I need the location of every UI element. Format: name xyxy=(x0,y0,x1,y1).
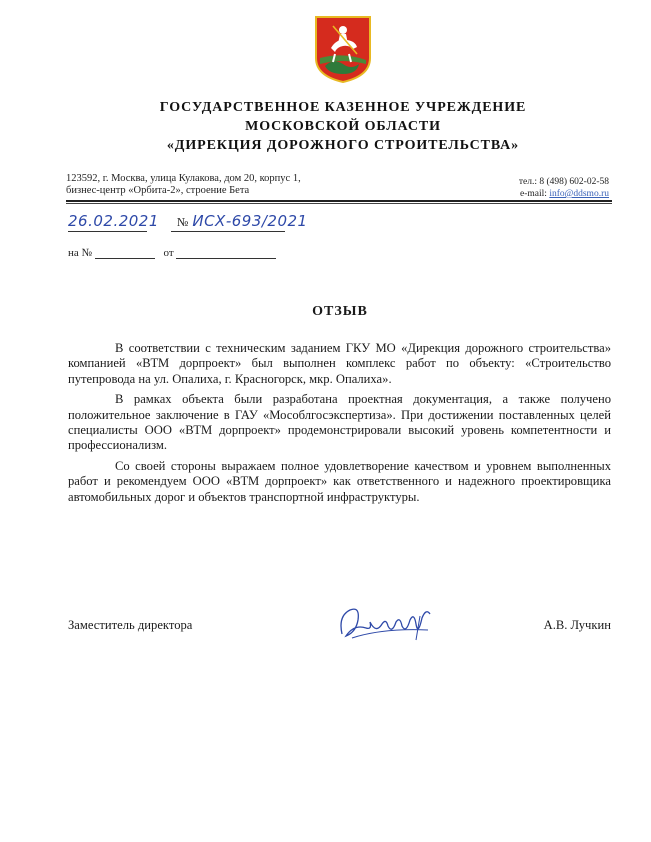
paragraph-1: В соответствии с техническим заданием ГКУ МО «Дирекция дорожного строительства» компанией «ВТМ дорпроект» был выполнен комплекс работ по объекту: «Строительство путепровода на ул. Опалиха, г. Красногорск, мкр. Опалиха». xyxy=(68,341,611,386)
incoming-date-blank xyxy=(176,248,276,259)
incoming-number-blank xyxy=(95,248,155,259)
number-label: № xyxy=(176,215,189,229)
email-label: e-mail: xyxy=(520,189,550,199)
incoming-number-label: на № xyxy=(68,247,93,259)
signatory-name: А.В. Лучкин xyxy=(543,618,611,632)
paragraph-3: Со своей стороны выражаем полное удовлетворение качеством и уровнем выполненных работ и рекомендуем ООО «ВТМ дорпроект» как ответственного и надежного проектировщика автомобильных дорог и объектов транспортной инфраструктуры. xyxy=(68,458,611,504)
org-line-1: ГОСУДАРСТВЕННОЕ КАЗЕННОЕ УЧРЕЖДЕНИЕ xyxy=(159,100,527,115)
incoming-reference xyxy=(68,247,276,259)
document-title: ОТЗЫВ xyxy=(312,304,368,319)
date-underline xyxy=(68,231,147,232)
outgoing-number: ИСХ-693/2021 xyxy=(192,212,308,230)
outgoing-date: 26.02.2021 xyxy=(68,212,159,230)
letter-body xyxy=(68,341,611,510)
phone-number: тел.: 8 (498) 602-02-58 xyxy=(518,177,609,187)
outgoing-reference xyxy=(68,212,308,231)
incoming-date-label: от xyxy=(163,247,174,259)
org-line-3: «ДИРЕКЦИЯ ДОРОЖНОГО СТРОИТЕЛЬСТВА» xyxy=(166,138,520,153)
paragraph-2: В рамках объекта были разработана проектная документация, а также получено положительное заключение в ГАУ «Мособлгосэкспертиза». При достижении поставленных целей специалисты ООО «ВТМ дорпроект» продемонстрировали высокий уровень компетентности и профессионализм. xyxy=(68,392,611,453)
organization-header xyxy=(0,98,651,155)
moscow-oblast-coat-of-arms-icon xyxy=(313,14,373,84)
number-underline xyxy=(171,231,285,232)
signatory-position: Заместитель директора xyxy=(68,618,193,632)
header-divider-thick xyxy=(66,200,612,202)
address-line-1: 123592, г. Москва, улица Кулакова, дом 20, корпус 1, xyxy=(66,173,301,184)
organization-contacts xyxy=(519,176,609,200)
header-divider-thin xyxy=(66,203,612,204)
email-link[interactable]: info@ddsmo.ru xyxy=(549,189,609,199)
signature-icon xyxy=(332,594,442,650)
email-line xyxy=(519,188,609,200)
org-line-2: МОСКОВСКОЙ ОБЛАСТИ xyxy=(245,119,441,134)
address-line-2: бизнес-центр «Орбита-2», строение Бета xyxy=(66,185,250,196)
organization-address xyxy=(66,173,301,197)
